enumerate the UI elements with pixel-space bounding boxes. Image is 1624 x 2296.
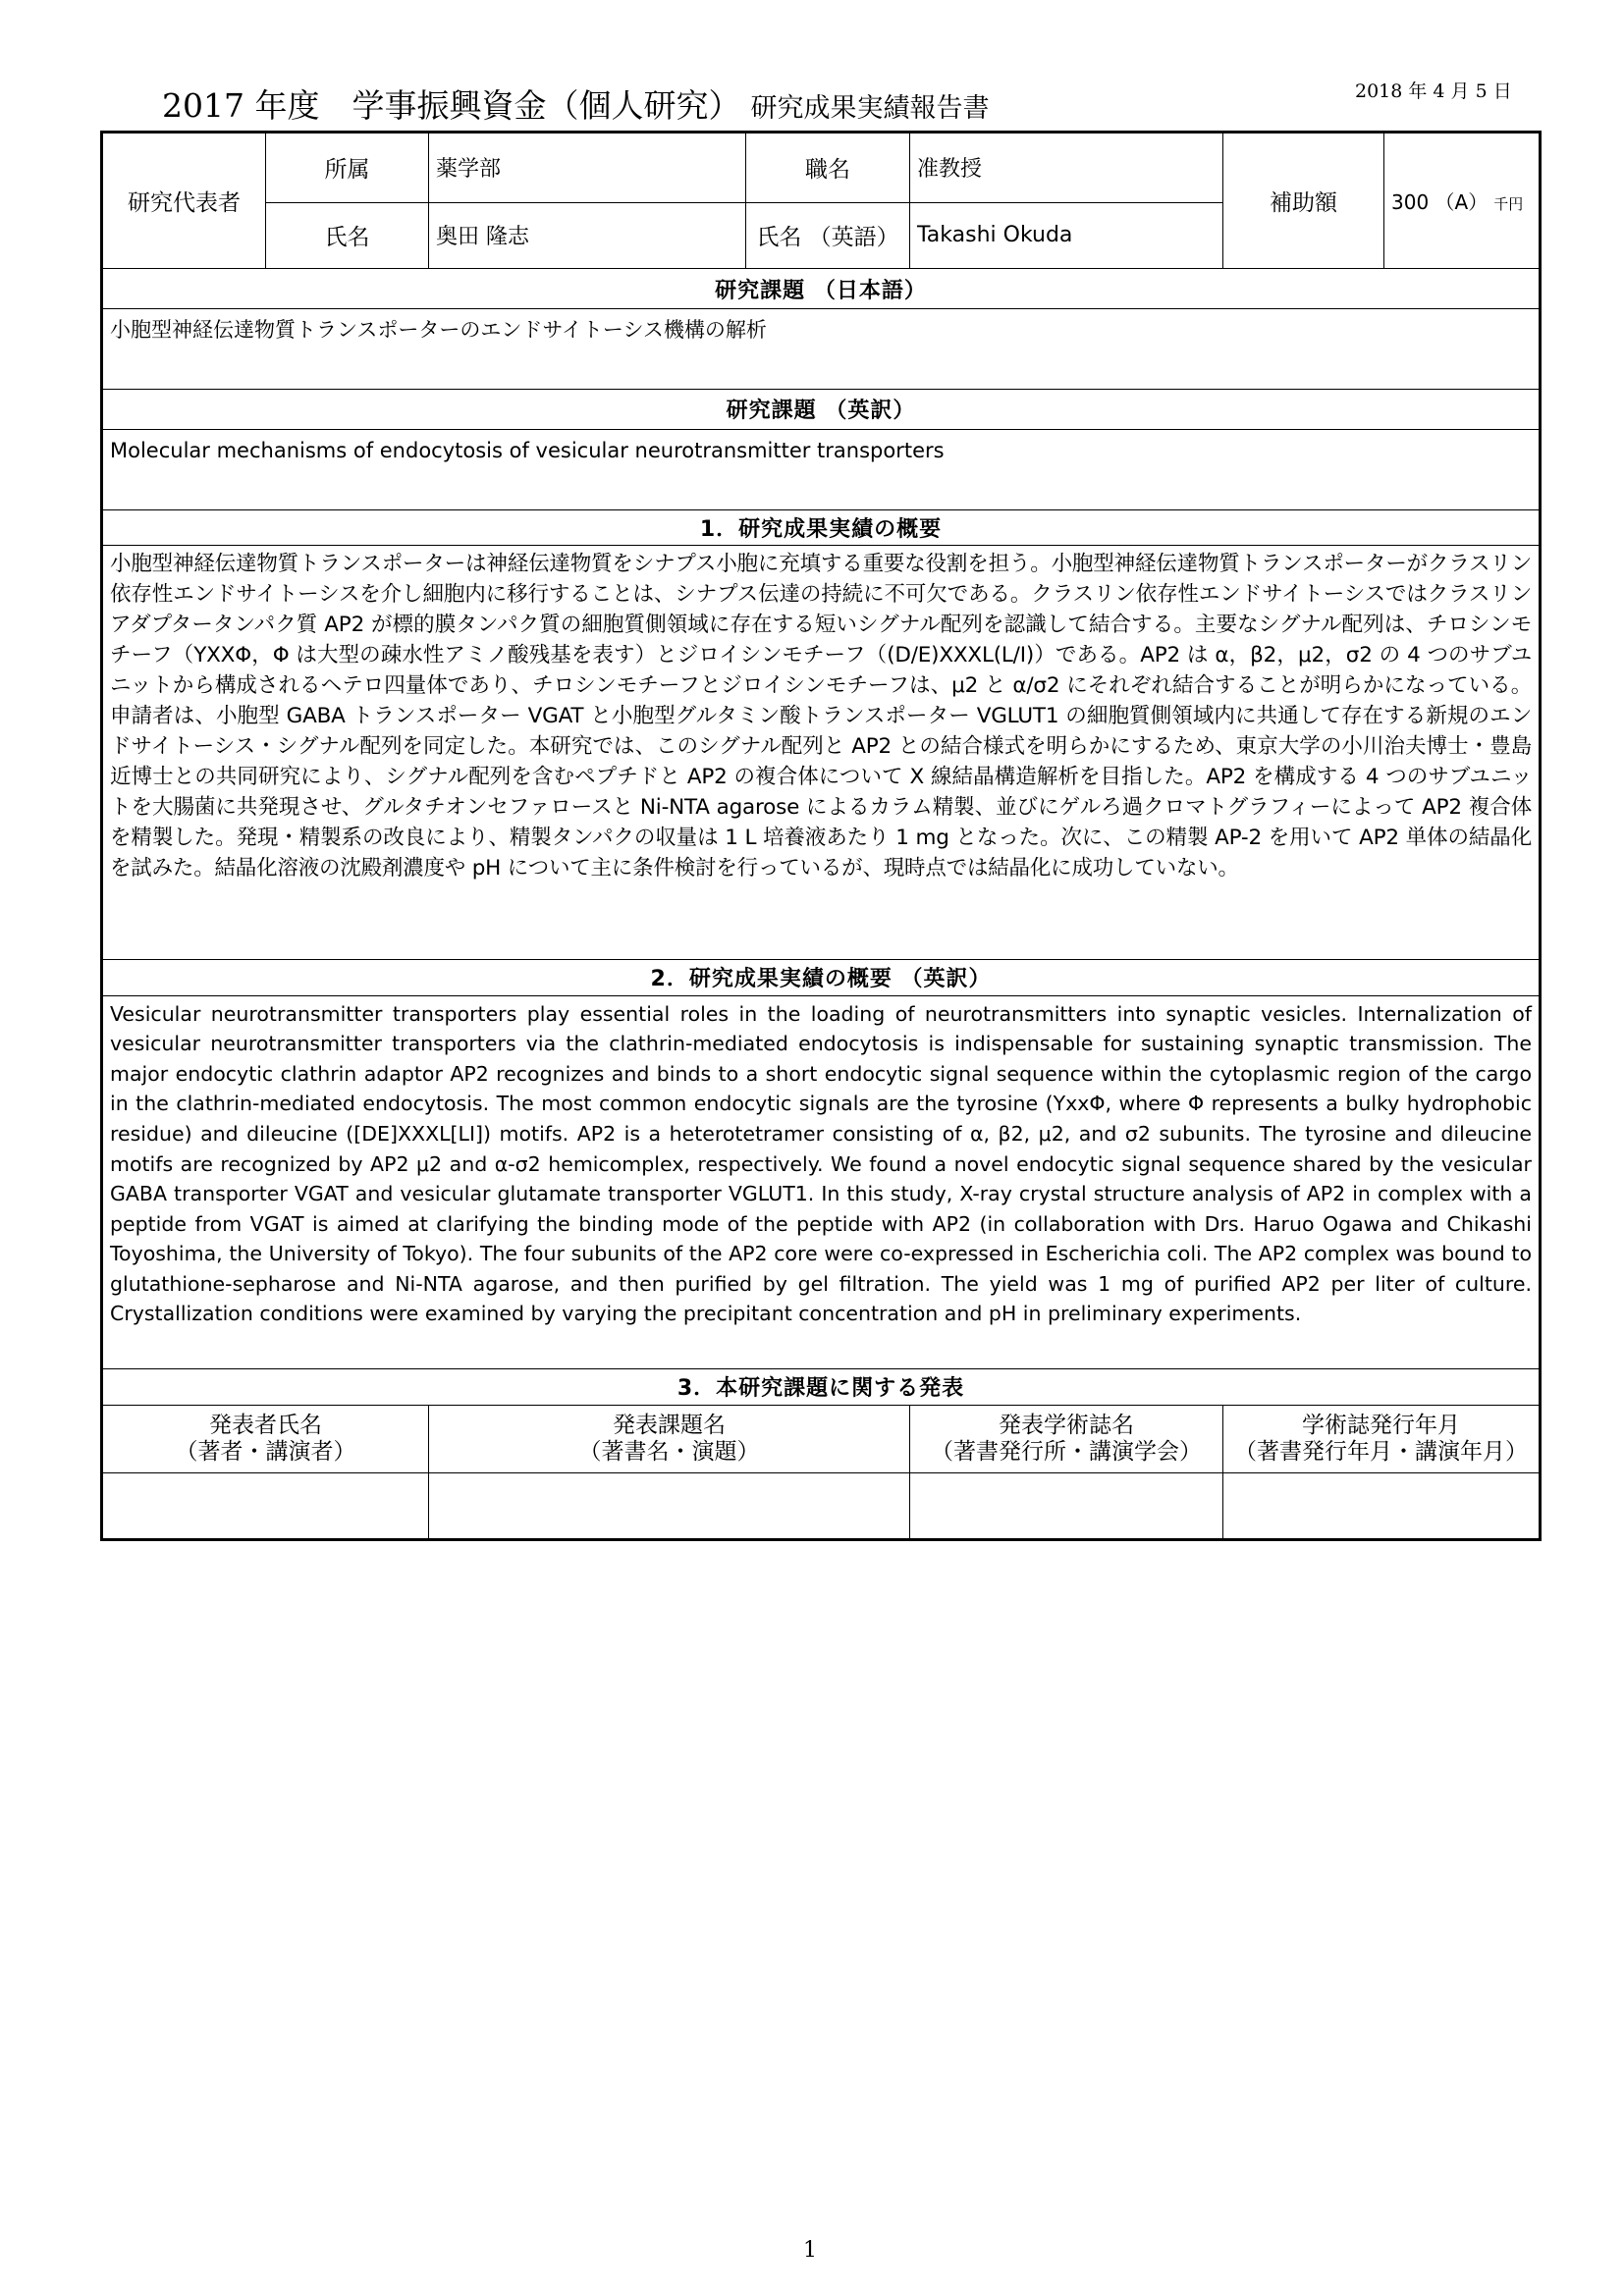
title-main: 2017 年度 学事振興資金（個人研究） [162, 86, 741, 125]
pub-col-date-line2: （著書発行年月・講演年月） [1234, 1439, 1528, 1466]
topic-jp-text: 小胞型神経伝達物質トランスポーターのエンドサイトーシス機構の解析 [102, 309, 1541, 390]
summary-jp-text: 小胞型神経伝達物質トランスポーターは神経伝達物質をシナプス小胞に充填する重要な役割を担う。小胞型神経伝達物質トランスポーターがクラスリン依存性エンドサイトーシスを介し細胞内に移行することは、シナプス伝達の持続に不可欠である。クラスリン依存性エンドサイトーシスではクラスリンアダプタータンパク質 AP2 が標的膜タンパク質の細胞質側領域に存在する短いシグナル配列を認識して結合する。主要なシグナル配列は、チロシンモチーフ（YXXΦ，Φ は大型の疎水性アミノ酸残基を表す）とジロイシンモチーフ（(D/E)XXXL(L/I)）である。AP2 は α，β2，μ2，σ2 の 4 つのサブユニットから構成されるヘテロ四量体であり、チロシンモチーフとジロイシンモチーフは、μ2 と α/σ2 にそれぞれ結合することが明らかになっている。申請者は、小胞型 GABA トランスポーター VGAT と小胞型グルタミン酸トランスポーター VGLUT1 の細胞質側領域内に共通して存在する新規のエンドサイトーシス・シグナル配列を同定した。本研究では、このシグナル配列と AP2 との結合様式を明らかにするため、東京大学の小川治夫博士・豊島近博士との共同研究により、シグナル配列を含むペプチドと AP2 の複合体について X 線結晶構造解析を目指した。AP2 を構成する 4 つのサブユニットを大腸菌に共発現させ、グルタチオンセファロースと Ni-NTA agarose によるカラム精製、並びにゲルろ過クロマトグラフィーによって AP2 複合体を精製した。発現・精製系の改良により、精製タンパクの収量は 1 L 培養液あたり 1 mg となった。次に、この精製 AP-2 を用いて AP2 単体の結晶化を試みた。結晶化溶液の沈殿剤濃度や pH について主に条件検討を行っているが、現時点では結晶化に成功していない。 [102, 546, 1541, 959]
pub-col-journal [910, 1405, 1223, 1473]
pub-col-title-line2: （著書名・演題） [578, 1439, 760, 1466]
publications-heading: 3．本研究課題に関する発表 [102, 1369, 1541, 1406]
representative-label: 研究代表者 [102, 133, 266, 269]
grant-amount-value: 300 （A） [1391, 190, 1489, 215]
pub-col-presenter [102, 1405, 429, 1473]
pub-col-title-line1: 発表課題名 [613, 1413, 726, 1439]
summary-en-heading: 2．研究成果実績の概要 （英訳） [102, 959, 1541, 995]
grant-amount [1384, 133, 1541, 269]
name-label: 氏名 [266, 202, 429, 269]
name-value: 奥田 隆志 [429, 202, 746, 269]
summary-jp-heading: 1．研究成果実績の概要 [102, 509, 1541, 546]
pub-col-journal-line1: 発表学術誌名 [999, 1413, 1134, 1439]
affiliation-value: 薬学部 [429, 133, 746, 203]
affiliation-label: 所属 [266, 133, 429, 203]
summary-en-text: Vesicular neurotransmitter transporters play essential roles in the loading of neurotransmitters into synaptic vesicles. Internalization of vesicular neurotransmitter transporters via the clathrin-mediated endocytosis is indispensable for sustaining synaptic transmission. The major endocytic clathrin adaptor AP2 recognizes and binds to a short endocytic signal sequence within the cytoplasmic region of the cargo in the clathrin-mediated endocytosis. The most common endocytic signals are the tyrosine (YxxΦ, where Φ represents a bulky hydrophobic residue) and dileucine ([DE]XXXL[LI]) motifs. AP2 is a heterotetramer consisting of α, β2, μ2, and σ2 subunits. The tyrosine and dileucine motifs are recognized by AP2 μ2 and α-σ2 hemicomplex, respectively. We found a novel endocytic signal sequence shared by the vesicular GABA transporter VGAT and vesicular glutamate transporter VGLUT1. In this study, X-ray crystal structure analysis of AP2 in complex with a peptide from VGAT is aimed at clarifying the binding mode of the peptide with AP2 (in collaboration with Drs. Haruo Ogawa and Chikashi Toyoshima, the University of Tokyo). The four subunits of the AP2 core were co-expressed in Escherichia coli. The AP2 complex was bound to glutathione-sepharose and Ni-NTA agarose, and then purified by gel filtration. The yield was 1 mg of purified AP2 per liter of culture. Crystallization conditions were examined by varying the precipitant concentration and pH in preliminary experiments. [102, 995, 1541, 1368]
grant-label: 補助額 [1223, 133, 1384, 269]
name-en-value: Takashi Okuda [910, 202, 1223, 269]
report-date: 2018 年 4 月 5 日 [1355, 80, 1512, 102]
document-title [162, 80, 989, 127]
pub-col-presenter-line1: 発表者氏名 [209, 1413, 322, 1439]
title-subtitle: 研究成果実績報告書 [750, 93, 990, 124]
position-value: 准教授 [910, 133, 1223, 203]
pub-col-presenter-line2: （著者・講演者） [175, 1439, 356, 1466]
name-en-label: 氏名 （英語） [746, 202, 910, 269]
grant-unit: 千円 [1493, 195, 1524, 214]
pub-col-journal-line2: （著書発行所・講演学会） [931, 1439, 1202, 1466]
topic-en-heading: 研究課題 （英訳） [102, 389, 1541, 429]
topic-en-text: Molecular mechanisms of endocytosis of vesicular neurotransmitter transporters [102, 429, 1541, 509]
pub-col-date-line1: 学術誌発行年月 [1302, 1413, 1460, 1439]
table-row [102, 1473, 1541, 1540]
report-form [100, 131, 1542, 1541]
position-label: 職名 [746, 133, 910, 203]
pub-col-date [1223, 1405, 1541, 1473]
pub-cell-journal [910, 1473, 1223, 1540]
pub-cell-date [1223, 1473, 1541, 1540]
pub-cell-title [429, 1473, 910, 1540]
page-number: 1 [803, 2238, 817, 2263]
pub-col-title [429, 1405, 910, 1473]
pub-cell-presenter [102, 1473, 429, 1540]
topic-jp-heading: 研究課題 （日本語） [102, 269, 1541, 309]
